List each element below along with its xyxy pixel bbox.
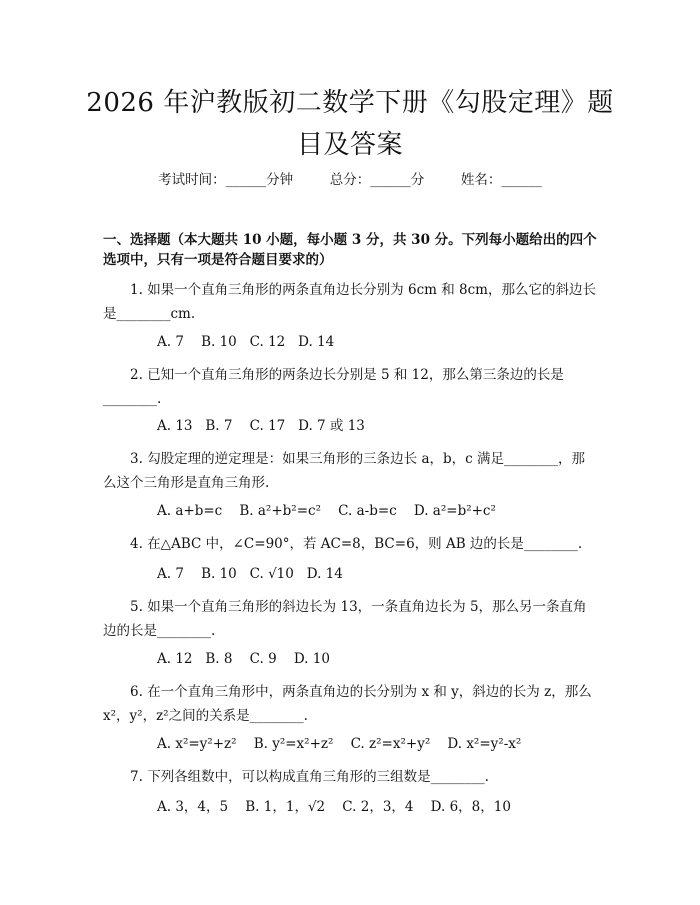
total-score-field: 总分：______分 xyxy=(329,172,425,188)
question-6 xyxy=(103,680,603,728)
question-number: 3. xyxy=(130,451,143,467)
question-text-continued: 么这个三角形是直角三角形. xyxy=(103,475,270,491)
page-title xyxy=(60,82,640,166)
question-1 xyxy=(103,278,603,326)
question-6-options: A. x²=y²+z² B. y²=x²+z² C. z²=x²+y² D. x²=y²-x² xyxy=(157,736,522,752)
question-3-options: A. a+b=c B. a²+b²=c² C. a-b=c D. a²=b²+c² xyxy=(157,503,496,519)
question-text: 如果一个直角三角形的两条直角边长分别为 6cm 和 8cm，那么它的斜边长 xyxy=(147,282,596,298)
question-text-continued: 边的长是________. xyxy=(103,623,216,639)
question-text: 在一个直角三角形中，两条直角边的长分别为 x 和 y，斜边的长为 z，那么 xyxy=(147,684,592,700)
question-number: 7. xyxy=(130,769,143,785)
question-2 xyxy=(103,363,603,411)
question-text-continued: x²，y²，z²之间的关系是________. xyxy=(103,708,308,724)
section-heading xyxy=(103,230,603,270)
student-name-field: 姓名：______ xyxy=(460,172,542,188)
question-3 xyxy=(103,447,603,495)
question-text-continued: ________. xyxy=(103,391,162,407)
exam-time-field: 考试时间：______分钟 xyxy=(158,172,294,188)
question-4 xyxy=(103,532,603,556)
question-text: 如果一个直角三角形的斜边长为 13，一条直角边长为 5，那么另一条直角 xyxy=(147,599,587,615)
question-text: 勾股定理的逆定理是：如果三角形的三条边长 a，b，c 满足________，那 xyxy=(147,451,586,467)
question-text: 在△ABC 中，∠C=90°，若 AC=8，BC=6，则 AB 边的长是________. xyxy=(147,536,583,552)
exam-info-row xyxy=(0,168,700,188)
question-4-options: A. 7 B. 10 C. √10 D. 14 xyxy=(157,566,343,582)
question-text: 已知一个直角三角形的两条边长分别是 5 和 12，那么第三条边的长是 xyxy=(147,367,564,383)
question-number: 2. xyxy=(130,367,143,383)
title-line-1: 2026 年沪教版初二数学下册《勾股定理》题 xyxy=(86,88,614,118)
section-heading-line-2: 选项中，只有一项是符合题目要求的） xyxy=(103,252,333,268)
question-number: 6. xyxy=(130,684,143,700)
question-number: 4. xyxy=(130,536,143,552)
question-5 xyxy=(103,595,603,643)
question-number: 5. xyxy=(130,599,143,615)
title-line-2: 目及答案 xyxy=(296,130,403,160)
question-7-options: A. 3，4，5 B. 1，1，√2 C. 2，3，4 D. 6，8，10 xyxy=(157,799,511,815)
question-2-options: A. 13 B. 7 C. 17 D. 7 或 13 xyxy=(157,418,365,434)
question-number: 1. xyxy=(130,282,143,298)
question-1-options: A. 7 B. 10 C. 12 D. 14 xyxy=(157,334,335,350)
question-7 xyxy=(103,765,603,789)
section-heading-line-1: 一、选择题（本大题共 10 小题，每小题 3 分，共 30 分。下列每小题给出的四个 xyxy=(103,232,597,248)
question-5-options: A. 12 B. 8 C. 9 D. 10 xyxy=(157,651,330,667)
question-text: 下列各组数中，可以构成直角三角形的三组数是________. xyxy=(147,769,489,785)
question-text-continued: 是________cm. xyxy=(103,306,196,322)
